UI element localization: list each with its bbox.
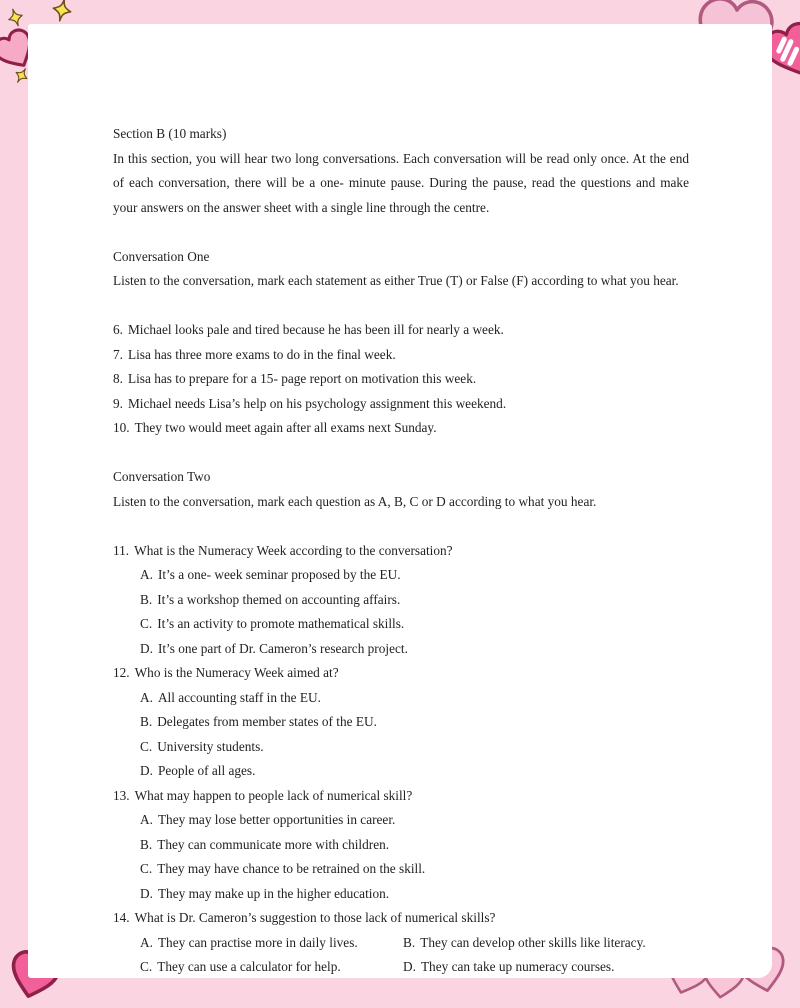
sparkle-icon	[48, 0, 76, 24]
option-item	[140, 637, 689, 662]
question-text: What is Dr. Cameron’s suggestion to those lack of numerical skills?	[134, 910, 496, 925]
section-heading: Section B (10 marks)	[113, 126, 227, 141]
question-number: 13.	[113, 787, 130, 803]
option-text: They can develop other skills like literacy.	[420, 934, 646, 950]
option-item	[403, 931, 646, 956]
conversation-one-instruction: Listen to the conversation, mark each statement as either True (T) or False (F) according to what you hear.	[113, 273, 679, 288]
option-label: C.	[140, 738, 153, 754]
option-item	[140, 808, 689, 833]
question-text: What may happen to people lack of numerical skill?	[134, 787, 413, 803]
option-item	[140, 588, 689, 613]
option-label: A.	[140, 567, 153, 582]
question-item	[113, 784, 689, 907]
option-label: C.	[140, 616, 153, 631]
option-text: People of all ages.	[157, 763, 256, 778]
option-item	[140, 612, 689, 637]
option-item	[140, 735, 689, 760]
option-label: C.	[140, 861, 153, 876]
option-label: A.	[140, 689, 153, 705]
statement-item	[113, 318, 689, 343]
option-item	[140, 955, 403, 980]
option-label: C.	[140, 959, 153, 974]
option-label: D.	[403, 959, 416, 974]
conversation-two-section	[113, 465, 689, 514]
statement-list	[113, 318, 689, 441]
option-label: D.	[140, 640, 153, 656]
option-label: A.	[140, 934, 153, 950]
option-text: It’s a one- week seminar proposed by the EU.	[157, 567, 401, 582]
option-row	[140, 931, 689, 956]
question-line	[113, 784, 689, 809]
option-label: B.	[140, 836, 153, 852]
statement-item	[113, 416, 689, 441]
option-item	[140, 759, 689, 784]
statement-item	[113, 392, 689, 417]
statement-number: 8.	[113, 371, 123, 386]
intro-line: your answers on the answer sheet with a single line through the centre.	[113, 199, 490, 215]
question-number: 12.	[113, 665, 130, 680]
option-text: They may have chance to be retrained on the skill.	[157, 861, 426, 876]
statement-number: 6.	[113, 322, 123, 337]
option-text: They may lose better opportunities in career.	[157, 812, 396, 827]
statement-text: They two would meet again after all exams next Sunday.	[134, 420, 437, 435]
option-label: B.	[140, 591, 153, 607]
option-text: University students.	[157, 738, 264, 754]
question-text: What is the Numeracy Week according to the conversation?	[134, 542, 453, 558]
question-item	[113, 539, 689, 662]
conversation-one-section	[113, 245, 689, 294]
option-text: They may make up in the higher education.	[157, 885, 390, 901]
option-item	[140, 882, 689, 907]
question-line	[113, 661, 689, 686]
statement-item	[113, 367, 689, 392]
question-item	[113, 661, 689, 784]
statement-text: Michael looks pale and tired because he has been ill for nearly a week.	[127, 322, 504, 337]
question-item	[113, 906, 689, 980]
option-text: It’s a workshop themed on accounting affairs.	[157, 591, 401, 607]
exam-page	[28, 24, 772, 978]
statement-text: Lisa has three more exams to do in the final week.	[127, 346, 396, 362]
option-item	[140, 833, 689, 858]
option-item	[403, 955, 614, 980]
statement-number: 9.	[113, 395, 123, 411]
intro-line: of each conversation, there will be a one- minute pause. During the pause, read the questions and make	[113, 175, 689, 190]
option-label: B.	[403, 934, 416, 950]
statement-number: 7.	[113, 346, 123, 362]
intro-line: In this section, you will hear two long conversations. Each conversation will be read only once. At the end	[113, 150, 689, 166]
option-text: It’s one part of Dr. Cameron’s research project.	[157, 640, 408, 656]
option-text: It’s an activity to promote mathematical skills.	[157, 616, 405, 631]
option-item	[140, 710, 689, 735]
option-item	[140, 931, 403, 956]
option-label: D.	[140, 885, 153, 901]
conversation-two-instruction: Listen to the conversation, mark each question as A, B, C or D according to what you hear.	[113, 493, 597, 509]
option-text: They can communicate more with children.	[157, 836, 390, 852]
question-text: Who is the Numeracy Week aimed at?	[134, 665, 339, 680]
conversation-two-title: Conversation Two	[113, 469, 211, 484]
option-label: A.	[140, 812, 153, 827]
option-text: Delegates from member states of the EU.	[157, 714, 377, 729]
option-text: They can practise more in daily lives.	[157, 934, 358, 950]
option-row	[140, 955, 689, 980]
conversation-one-title: Conversation One	[113, 248, 210, 264]
option-label: B.	[140, 714, 153, 729]
statement-number: 10.	[113, 420, 130, 435]
question-line	[113, 906, 689, 931]
intro-paragraph	[113, 147, 689, 221]
option-item	[140, 563, 689, 588]
statement-text: Lisa has to prepare for a 15- page report on motivation this week.	[127, 371, 477, 386]
option-label: D.	[140, 763, 153, 778]
statement-item	[113, 343, 689, 368]
option-text: All accounting staff in the EU.	[157, 689, 321, 705]
option-text: They can take up numeracy courses.	[420, 959, 615, 974]
option-text: They can use a calculator for help.	[157, 959, 341, 974]
question-line	[113, 539, 689, 564]
page-content	[28, 24, 772, 980]
option-item	[140, 857, 689, 882]
question-number: 11.	[113, 542, 130, 558]
question-number: 14.	[113, 910, 130, 925]
statement-text: Michael needs Lisa’s help on his psychology assignment this weekend.	[127, 395, 507, 411]
option-item	[140, 686, 689, 711]
